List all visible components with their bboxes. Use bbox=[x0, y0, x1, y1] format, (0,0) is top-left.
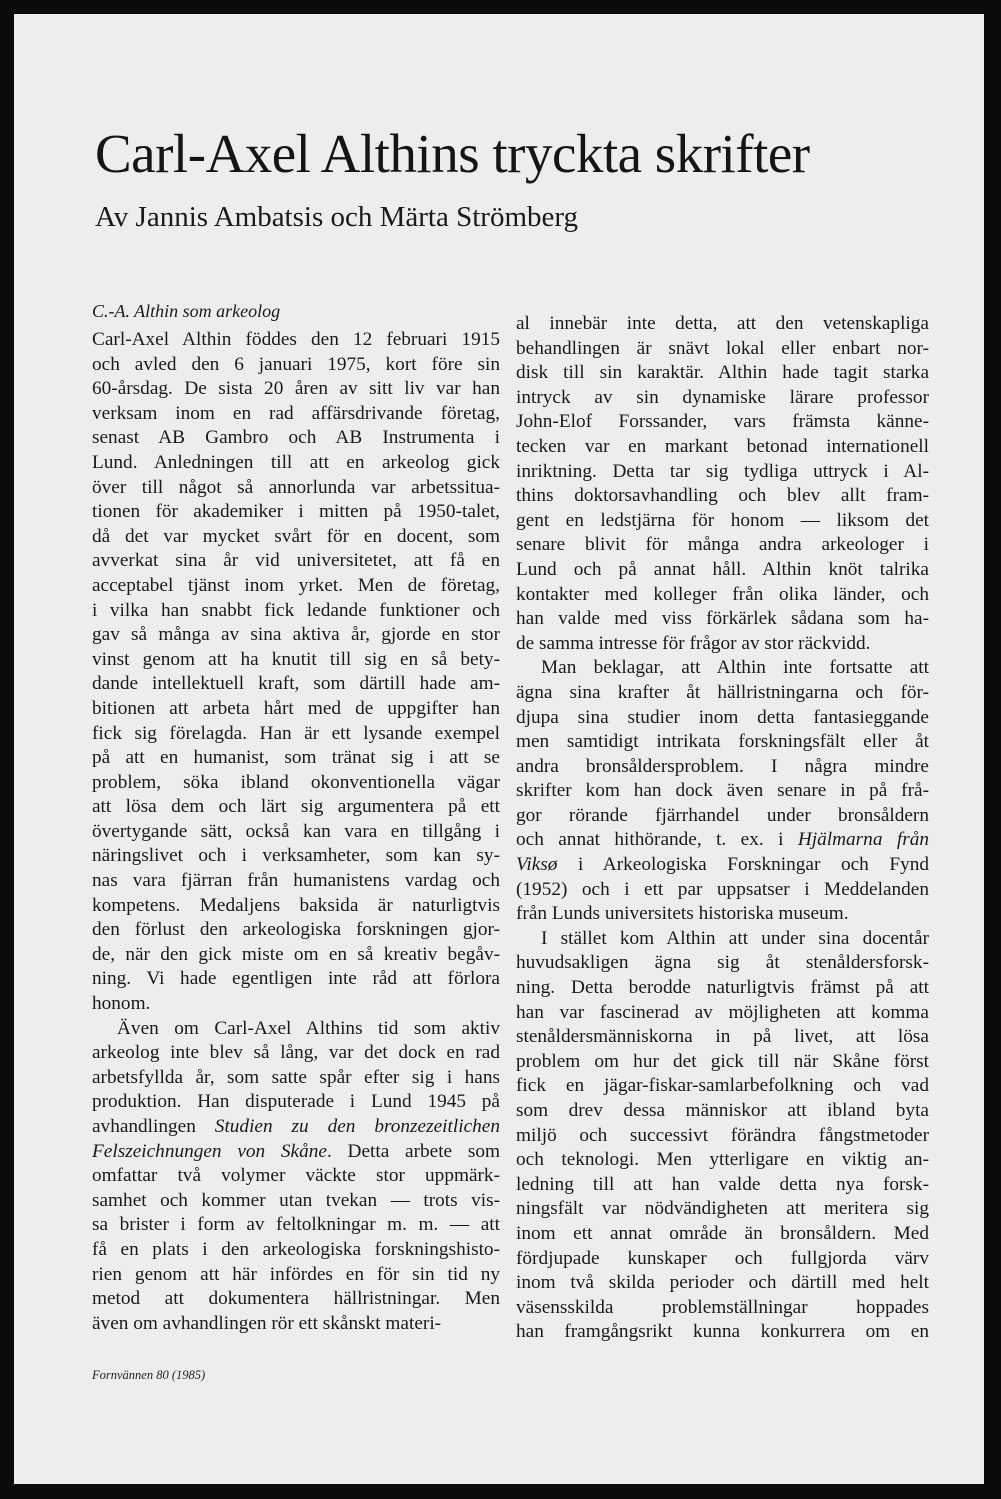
left-column bbox=[92, 298, 500, 1336]
text-segment: honom. bbox=[92, 993, 151, 1015]
text-segment: problem, söka ibland okonventionella vägar bbox=[92, 771, 500, 793]
text-segment: disk till sin karaktär. Althin hade tagit starka bbox=[516, 362, 929, 384]
text-segment: gent en ledstjärna för honom — liksom det bbox=[516, 509, 929, 531]
text-line bbox=[516, 1099, 929, 1124]
text-line bbox=[92, 1017, 500, 1042]
section-heading: C.-A. Althin som arkeolog bbox=[92, 301, 281, 321]
text-line bbox=[516, 337, 929, 362]
text-line bbox=[516, 632, 929, 657]
text-line bbox=[92, 943, 500, 968]
text-line bbox=[516, 1124, 929, 1149]
text-line bbox=[516, 583, 929, 608]
text-segment: metod att dokumentera hällristningar. Men bbox=[92, 1288, 500, 1310]
text-segment: över till något så annorlunda var arbetssitua- bbox=[92, 476, 500, 498]
text-segment: väsensskilda problemställningar hoppades bbox=[516, 1296, 929, 1318]
text-line bbox=[516, 410, 929, 435]
text-line bbox=[92, 1189, 500, 1214]
text-line bbox=[92, 525, 500, 550]
text-segment: avverkat sina år vid universitetet, att få en bbox=[92, 550, 500, 572]
text-segment: då det var mycket svårt för en docent, som bbox=[92, 525, 500, 547]
text-segment: fördjupade kunskaper och fullgjorda värv bbox=[516, 1247, 929, 1269]
text-line bbox=[92, 1041, 500, 1066]
text-line bbox=[516, 976, 929, 1001]
text-segment: Carl-Axel Althin föddes den 12 februari 1915 bbox=[92, 329, 500, 350]
text-segment: övertygande sätt, också kan vara en tillgång i bbox=[92, 820, 500, 842]
text-segment: från Lunds universitets historiska museum. bbox=[516, 903, 849, 925]
text-segment: behandlingen är snävt lokal eller enbart nor- bbox=[516, 337, 929, 359]
text-segment: kontakter med kolleger från olika länder, och bbox=[516, 583, 929, 605]
text-line bbox=[92, 722, 500, 747]
text-line bbox=[516, 312, 929, 337]
text-segment: kompetens. Medaljens baksida är naturligtvis bbox=[92, 894, 500, 916]
text-line bbox=[92, 1140, 500, 1165]
text-segment: senast AB Gambro och AB Instrumenta i bbox=[92, 427, 500, 449]
text-line bbox=[92, 451, 500, 476]
text-segment: vinst genom att ha knutit till sig en så bety- bbox=[92, 648, 500, 670]
text-line bbox=[516, 1247, 929, 1272]
text-line bbox=[516, 1320, 929, 1345]
text-segment: Man beklagar, att Althin inte fortsatte att bbox=[541, 657, 929, 679]
text-line bbox=[92, 992, 500, 1017]
text-segment: senare blivit för många andra arkeologer i bbox=[516, 534, 929, 556]
text-segment: djupa sina studier inom detta fantasieggande bbox=[516, 706, 929, 728]
text-segment: I stället kom Althin att under sina docentår bbox=[541, 927, 929, 949]
text-segment: bitionen att arbeta hårt med de uppgifter han bbox=[92, 697, 500, 719]
journal-citation: Fornvännen 80 (1985) bbox=[92, 1368, 206, 1382]
text-segment: han framgångsrikt kunna konkurrera om en bbox=[516, 1321, 929, 1343]
text-line bbox=[516, 533, 929, 558]
text-segment: han valde med viss förkärlek sådana som ha- bbox=[516, 608, 929, 630]
text-line bbox=[516, 804, 929, 829]
text-segment: stenåldersmänniskorna in på livet, att lösa bbox=[516, 1026, 929, 1048]
text-segment: rien genom att här infördes en för sin tid ny bbox=[92, 1263, 500, 1285]
text-segment: gav så många av sina aktiva år, gjorde en stor bbox=[92, 624, 500, 646]
text-segment: Även om Carl-Axel Althins tid som aktiv bbox=[117, 1017, 500, 1039]
text-segment: i vilka han snabbt fick ledande funktioner och bbox=[92, 599, 500, 621]
text-line bbox=[92, 1115, 500, 1140]
text-segment: arbetsfyllda år, som satte spår efter sig i hans bbox=[92, 1066, 500, 1088]
text-segment: John-Elof Forssander, vars främsta känne- bbox=[516, 411, 929, 433]
text-line bbox=[516, 656, 929, 681]
text-segment: inom ett annat område än bronsåldern. Med bbox=[516, 1222, 929, 1244]
text-line bbox=[516, 509, 929, 534]
text-line bbox=[516, 435, 929, 460]
text-segment: tionen för akademiker i mitten på 1950-talet, bbox=[92, 501, 500, 523]
text-segment: avhandlingen bbox=[92, 1116, 215, 1137]
text-segment: i Arkeologiska Forskningar och Fynd bbox=[557, 854, 929, 876]
text-line bbox=[516, 1025, 929, 1050]
text-segment: verksam inom en rad affärsdrivande företag, bbox=[92, 402, 500, 424]
text-line bbox=[92, 746, 500, 771]
text-line bbox=[92, 426, 500, 451]
text-segment: ningsfält var nödvändigheten att meritera sig bbox=[516, 1198, 929, 1220]
text-line bbox=[516, 755, 929, 780]
text-line bbox=[92, 967, 500, 992]
text-line bbox=[516, 484, 929, 509]
text-segment: ning. Detta berodde naturligtvis främst på att bbox=[516, 977, 929, 999]
text-line bbox=[516, 1296, 929, 1321]
text-line bbox=[92, 1066, 500, 1091]
text-line bbox=[516, 361, 929, 386]
text-segment: . Detta arbete som bbox=[326, 1140, 500, 1162]
text-line bbox=[516, 681, 929, 706]
text-line bbox=[516, 730, 929, 755]
text-segment: problem om hur det gick till när Skåne först bbox=[516, 1050, 929, 1072]
text-segment: och annat hithörande, t. ex. i bbox=[516, 829, 798, 851]
text-line bbox=[92, 820, 500, 845]
text-line bbox=[92, 1090, 500, 1115]
text-line bbox=[516, 1173, 929, 1198]
text-line bbox=[92, 402, 500, 427]
text-line bbox=[516, 1050, 929, 1075]
text-segment: på att en humanist, som tränat sig i att se bbox=[92, 747, 500, 769]
text-segment: ledning till att han valde detta nya forsk- bbox=[516, 1173, 929, 1195]
text-line bbox=[92, 1312, 500, 1337]
text-segment: huvudsakligen ägna sig åt stenåldersforsk- bbox=[516, 952, 929, 974]
right-column bbox=[516, 312, 929, 1345]
text-line bbox=[516, 1001, 929, 1026]
text-line bbox=[92, 599, 500, 624]
text-line bbox=[516, 386, 929, 411]
text-line bbox=[516, 1197, 929, 1222]
text-segment: inom två skilda perioder och därtill med helt bbox=[516, 1272, 929, 1294]
text-segment: nas vara fjärran från humanistens vardag och bbox=[92, 870, 500, 892]
text-line bbox=[92, 1213, 500, 1238]
text-segment: fick en jägar-fiskar-samlarbefolkning och vad bbox=[516, 1075, 929, 1097]
text-line bbox=[516, 1222, 929, 1247]
text-segment: inriktning. Detta tar sig tydliga uttryck i Al- bbox=[516, 460, 929, 482]
text-line bbox=[92, 844, 500, 869]
text-line bbox=[516, 1148, 929, 1173]
text-line bbox=[92, 1263, 500, 1288]
text-line bbox=[516, 927, 929, 952]
text-line bbox=[92, 771, 500, 796]
text-segment: ägna sina krafter åt hällristningarna och för- bbox=[516, 681, 929, 703]
left-column-text bbox=[92, 328, 500, 1336]
text-line bbox=[516, 558, 929, 583]
text-line bbox=[92, 869, 500, 894]
text-line bbox=[92, 795, 500, 820]
text-segment: omfattar två volymer väckte stor uppmärk- bbox=[92, 1165, 500, 1187]
text-line bbox=[516, 460, 929, 485]
text-line bbox=[92, 894, 500, 919]
text-segment: thins doktorsavhandling och blev allt fram- bbox=[516, 485, 929, 507]
text-segment: andra bronsåldersproblem. I några mindre bbox=[516, 755, 929, 777]
text-segment: dande intellektuell kraft, som därtill hade am- bbox=[92, 673, 500, 695]
italic-title: Hjälmarna från bbox=[797, 829, 929, 851]
text-line bbox=[92, 574, 500, 599]
text-line bbox=[516, 1271, 929, 1296]
text-segment: ning. Vi hade egentligen inte råd att förlora bbox=[92, 968, 500, 990]
text-line bbox=[92, 549, 500, 574]
italic-title: Felszeichnungen von Skåne bbox=[92, 1140, 327, 1162]
text-segment: Lund och på annat håll. Althin knöt talrika bbox=[516, 558, 929, 580]
text-line bbox=[92, 648, 500, 673]
text-line bbox=[92, 377, 500, 402]
text-line bbox=[92, 500, 500, 525]
text-line bbox=[516, 902, 929, 927]
text-segment: gor rörande fjärrhandel under bronsåldern bbox=[516, 804, 929, 826]
text-line bbox=[92, 1238, 500, 1263]
text-segment: de samma intresse för frågor av stor räckvidd. bbox=[516, 632, 871, 654]
italic-title: Studien zu den bronzezeitlichen bbox=[214, 1116, 501, 1137]
text-line bbox=[516, 878, 929, 903]
text-segment: Lund. Anledningen till att en arkeolog gick bbox=[92, 451, 500, 473]
text-line bbox=[92, 697, 500, 722]
text-line bbox=[516, 706, 929, 731]
text-line bbox=[516, 1074, 929, 1099]
text-segment: tecken var en markant betonad internationell bbox=[516, 435, 929, 457]
text-line bbox=[92, 623, 500, 648]
text-segment: acceptabel tjänst inom yrket. Men de företag, bbox=[92, 574, 500, 596]
text-segment: arkeolog inte blev så lång, var det dock en rad bbox=[92, 1042, 500, 1064]
text-segment: som drev dessa människor att ibland byta bbox=[516, 1100, 929, 1121]
text-segment: al innebär inte detta, att den vetenskapliga bbox=[516, 313, 929, 334]
right-column-text bbox=[516, 312, 929, 1345]
text-segment: och avled den 6 januari 1975, kort före sin bbox=[92, 353, 500, 375]
article-authors: Av Jannis Ambatsis och Märta Strömberg bbox=[95, 201, 579, 233]
text-segment: produktion. Han disputerade i Lund 1945 på bbox=[92, 1091, 500, 1113]
text-segment: 60-årsdag. De sista 20 åren av sitt liv var han bbox=[92, 378, 500, 400]
text-segment: att lösa dem och lärt sig argumentera på ett bbox=[92, 796, 500, 818]
text-segment: de, när den gick miste om en så kreativ begåv- bbox=[92, 943, 500, 965]
text-line bbox=[92, 1287, 500, 1312]
article-title: Carl-Axel Althins tryckta skrifter bbox=[95, 123, 810, 184]
text-segment: samhet och kommer utan tvekan — trots vis- bbox=[92, 1189, 500, 1211]
text-line bbox=[516, 951, 929, 976]
text-line bbox=[92, 328, 500, 353]
text-segment: och teknologi. Men ytterligare en viktig an- bbox=[516, 1149, 929, 1171]
text-segment: sa brister i form av feltolkningar m. m. — att bbox=[92, 1214, 500, 1236]
text-line bbox=[92, 353, 500, 378]
text-line bbox=[92, 476, 500, 501]
italic-title: Viksø bbox=[516, 854, 558, 876]
text-segment: intryck av sin dynamiske lärare professor bbox=[516, 386, 929, 408]
text-segment: fick sig förelagda. Han är ett lysande exempel bbox=[92, 722, 500, 744]
text-line bbox=[516, 828, 929, 853]
text-segment: (1952) och i ett par uppsatser i Meddelanden bbox=[516, 878, 929, 900]
text-line bbox=[516, 853, 929, 878]
text-line bbox=[516, 607, 929, 632]
text-line bbox=[516, 779, 929, 804]
text-segment: miljö och successivt förändra fångstmetoder bbox=[516, 1124, 929, 1146]
text-segment: den förlust den arkeologiska forskningen gjor- bbox=[92, 919, 500, 941]
text-segment: få en plats i den arkeologiska forskningshisto- bbox=[92, 1238, 500, 1260]
text-line bbox=[92, 918, 500, 943]
text-segment: han var fascinerad av möjligheten att komma bbox=[516, 1001, 929, 1023]
text-segment: men samtidigt intrikata forskningsfält eller åt bbox=[516, 731, 929, 753]
text-segment: skrifter kom han dock även senare in på frå- bbox=[516, 780, 929, 802]
text-line bbox=[92, 672, 500, 697]
document-page bbox=[14, 14, 984, 1484]
text-line bbox=[92, 1164, 500, 1189]
text-segment: näringslivet och i verksamheter, som kan sy- bbox=[92, 845, 500, 867]
text-segment: även om avhandlingen rör ett skånskt materi- bbox=[92, 1312, 442, 1334]
